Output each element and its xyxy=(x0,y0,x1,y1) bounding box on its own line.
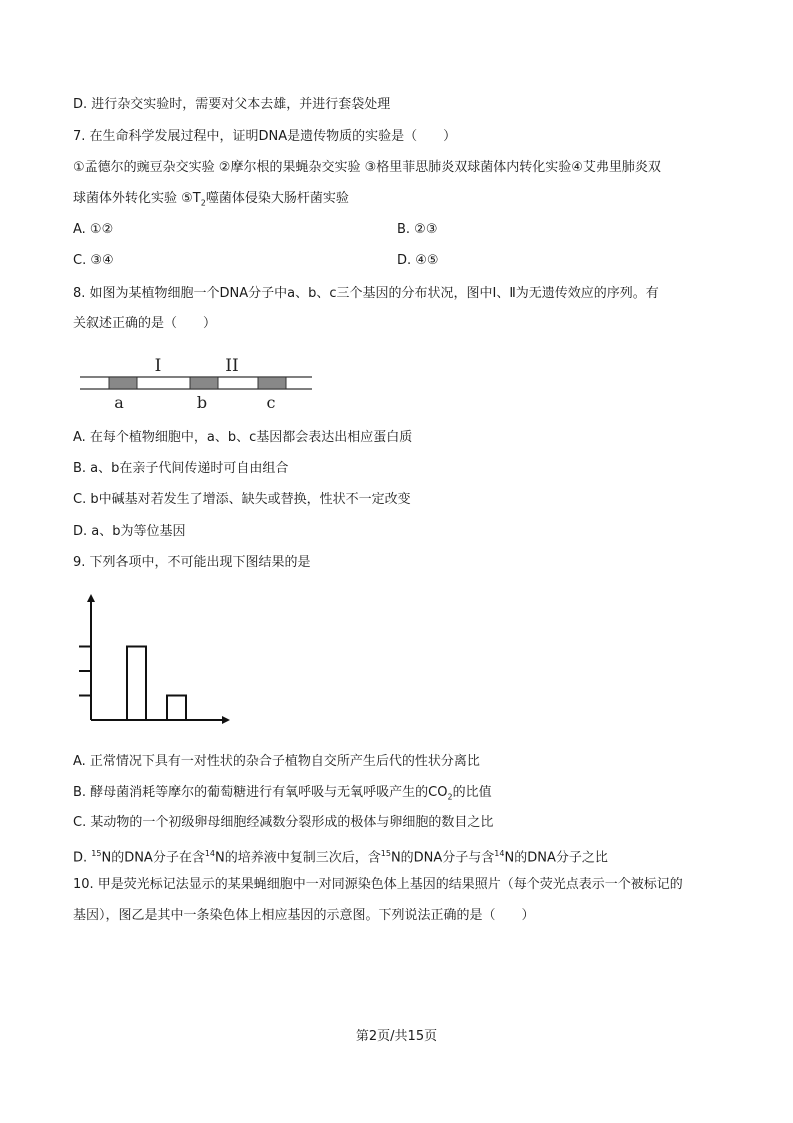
bar-2 xyxy=(167,696,186,721)
q6-option-d: D. 进行杂交实验时，需要对父本去雄，并进行套袋处理 xyxy=(73,97,391,112)
q10-stem-line2: 基因），图乙是其中一条染色体上相应基因的示意图。下列说法正确的是（ ） xyxy=(73,908,535,923)
q7-stem: 7. 在生命科学发展过程中，证明DNA是遗传物质的实验是（ ） xyxy=(73,129,457,144)
q9-option-b-sub: 2 xyxy=(447,792,453,802)
gene-a-segment xyxy=(109,377,137,389)
gene-a-label: a xyxy=(114,393,124,412)
q9-option-c: C. 某动物的一个初级卵母细胞经减数分裂形成的极体与卵细胞的数目之比 xyxy=(73,815,494,830)
q9-option-d-s3: 15 xyxy=(380,849,391,858)
q7-option-b: B. ②③ xyxy=(397,222,438,237)
gene-b-label: b xyxy=(196,393,208,412)
x-axis-arrow xyxy=(222,716,230,724)
q9-stem: 9. 下列各项中，不可能出现下图结果的是 xyxy=(73,555,311,570)
q8-option-d: D. a、b为等位基因 xyxy=(73,524,186,539)
q8-option-c: C. b中碱基对若发生了增添、缺失或替换，性状不一定改变 xyxy=(73,492,411,507)
q8-option-b: B. a、b在亲子代间传递时可自由组合 xyxy=(73,461,289,476)
q9-option-d-p2: N的DNA分子在含 xyxy=(101,850,205,866)
gene-c-label: c xyxy=(266,393,276,412)
q7-option-c: C. ③④ xyxy=(73,253,114,268)
q9-option-b-post: 的比值 xyxy=(452,785,492,800)
q9-option-d-s1: 15 xyxy=(91,849,102,858)
bar-1 xyxy=(127,647,146,721)
q8-stem-line2: 关叙述正确的是（ ） xyxy=(73,316,217,331)
page-footer: 第2页/共15页 xyxy=(355,1029,438,1044)
y-axis-arrow xyxy=(87,594,95,602)
q8-option-a: A. 在每个植物细胞中，a、b、c基因都会表达出相应蛋白质 xyxy=(73,430,413,445)
q7-items-line1: ①孟德尔的豌豆杂交实验 ②摩尔根的果蝇杂交实验 ③格里菲思肺炎双球菌体内转化实验④艾弗里肺炎双 xyxy=(73,160,661,175)
q9-option-a: A. 正常情况下具有一对性状的杂合子植物自交所产生后代的性状分离比 xyxy=(73,754,480,769)
q9-option-b xyxy=(73,785,492,806)
q7-items-line2-pre: 球菌体外转化实验 ⑤T xyxy=(73,191,201,206)
q9-option-d-s2: 14 xyxy=(204,849,216,858)
gene-b-segment xyxy=(190,377,218,389)
q10-stem-line1: 10. 甲是荧光标记法显示的某果蝇细胞中一对同源染色体上基因的结果照片（每个荧光点表示一个被标记的 xyxy=(73,877,683,892)
label-I: I xyxy=(154,356,162,376)
q9-option-b-pre: B. 酵母菌消耗等摩尔的葡萄糖进行有氧呼吸与无氧呼吸产生的CO xyxy=(73,785,448,800)
q9-option-d xyxy=(73,846,608,866)
q7-items-line2-post: 噬菌体侵染大肠杆菌实验 xyxy=(205,191,349,206)
q8-stem-line1: 8. 如图为某植物细胞一个DNA分子中a、b、c三个基因的分布状况，图中Ⅰ、Ⅱ为无遗传效应的序列。有 xyxy=(73,286,659,301)
dna-gene-diagram xyxy=(78,352,318,414)
q9-option-d-p4: N的DNA分子与含 xyxy=(390,850,495,866)
gene-c-segment xyxy=(258,377,286,389)
q9-option-d-p1: D. xyxy=(73,850,92,866)
q9-option-d-p3: N的培养液中复制三次后，含 xyxy=(215,850,381,866)
bar-chart xyxy=(70,588,240,728)
label-II: II xyxy=(225,356,239,376)
q9-option-d-s4: 14 xyxy=(494,849,505,858)
q7-items-line2-sub: 2 xyxy=(200,198,206,208)
q7-option-d: D. ④⑤ xyxy=(397,253,439,268)
q9-option-d-p5: N的DNA分子之比 xyxy=(504,850,608,866)
q7-items-line2 xyxy=(73,191,349,212)
q7-option-a: A. ①② xyxy=(73,222,114,237)
